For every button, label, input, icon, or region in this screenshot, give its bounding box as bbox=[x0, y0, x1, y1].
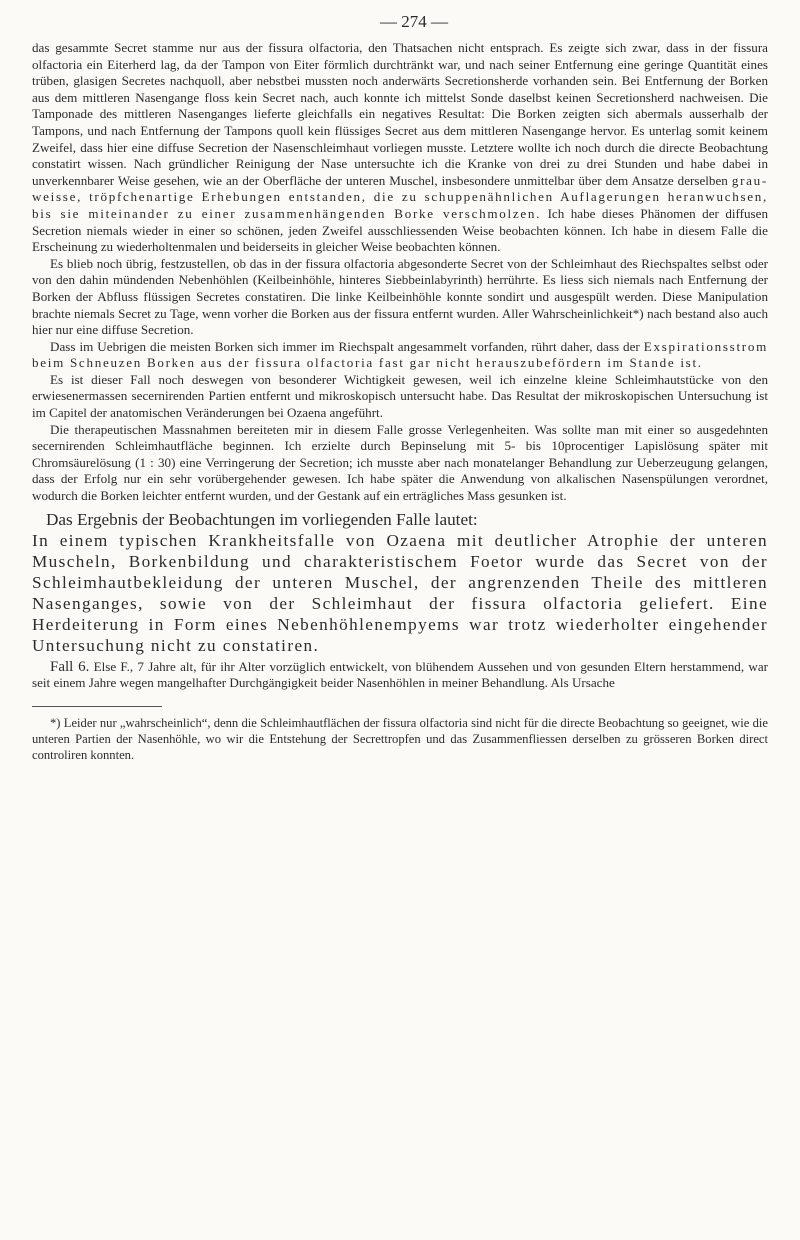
paragraph-3-spaced-text: Exspirationsstrom beim Schneuzen Borken aus der fissura olfactoria fast gar nicht herauszubefördern im Stande ist. bbox=[32, 338, 768, 371]
conclusion-text: In einem typischen Krankheitsfalle von Ozaena mit deutlicher Atrophie der unteren Muscheln, Borkenbildung und charakteristischem Foetor wurde das Secret von der Schleimhautbekleidung der unteren Muschel, der angrenzenden Theile des mittleren Nasenganges, sowie von der Schleimhaut der fissura olfactoria geliefert. Eine Herdeiterung in Form eines Nebenhöhlenempyems war trotz wiederholter eingehender Untersuchung nicht zu constatiren. bbox=[32, 530, 768, 655]
paragraph-1 bbox=[32, 40, 768, 256]
case-text: Else F., 7 Jahre alt, für ihr Alter vorzüglich entwickelt, von blühendem Aussehen und von gesunden Eltern herstammend, war seit einem Jahre wegen mangelhafter Durchgängigkeit beider Nasenhöhlen in meiner Behandlung. Als Ursache bbox=[32, 658, 768, 691]
footnote bbox=[32, 715, 768, 763]
case-paragraph bbox=[32, 659, 768, 692]
case-label: Fall 6. bbox=[50, 658, 90, 675]
paragraph-5: Die therapeutischen Massnahmen bereiteten mir in diesem Falle grosse Verlegenheiten. Was sollte man mit einer so ausgedehnten secernirenden Schleimhautfläche beginnen. Ich erzielte durch Bepinselung mit 5- bis 10procentiger Lapislösung später mit Chromsäurelösung (1 : 30) eine Verringerung der Secretion; ich musste aber nach monatelanger Behandlung zur Ueberzeugung gelangen, dass der Erfolg nur ein sehr vorübergehender gewesen. Ich habe später die Anwendung von alkalischen Nasenspülungen verordnet, wodurch die Borken leichter entfernt wurden, und der Gestank auf ein erträgliches Mass gesunken ist. bbox=[32, 421, 768, 504]
paragraph-2: Es blieb noch übrig, festzustellen, ob das in der fissura olfactoria abgesonderte Secret von der Schleimhaut des Riechspaltes selbst oder von den dahin mündenden Nebenhöhlen (Keilbeinhöhle, hinteres Siebbeinlabyrinth) herrührte. Es liess sich niemals nach Entfernung der Borken der Abfluss flüssigen Secretes constatiren. Die linke Keilbeinhöhle konnte sondirt und ausgespült werden. Diese Manipulation brachte niemals Secret zu Tage, wenn vorher die Borken aus der fissura entfernt wurden. Aller Wahrscheinlichkeit*) nach bestand also auch hier nur eine diffuse Secretion. bbox=[32, 255, 768, 338]
paragraph-3 bbox=[32, 339, 768, 372]
footnote-divider bbox=[32, 706, 162, 707]
paragraph-1-text: das gesammte Secret stamme nur aus der fissura olfactoria, den Thatsachen nicht entsprach. Es zeigte sich zwar, dass in der fissura olfactoria ein Eiterherd lag, da der Tampon von Eiter förmlich durchtränkt war, und nach seiner Entfernung eine geringe Quantität eines trüben, glasigen Secretes nachquoll, aber nebstbei mussten noch anderwärts Secretionsherde vorhanden sein. Bei Entfernung der Borken aus dem mittleren Nasengange floss kein Secret nach, auch konnte ich mittelst Sonde daselbst keinen Secretionsherd nachweisen. Die Tamponade des mittleren Nasenganges lieferte gleichfalls ein negatives Resultat: Die Borken zeigten sich abermals ausserhalb der Tampons, und nach Entfernung der Tampons quoll kein flüssiges Secret aus dem mittleren Nasengange hervor. Es unterlag somit keinem Zweifel, dass hier eine diffuse Secretion der Nasenschleimhaut vorliegen musste. Letztere wollte ich noch durch die directe Beobachtung constatirt wissen. Nach gründlicher Reinigung der Nase untersuchte ich die Kranke von drei zu drei Stunden und habe dabei in unverkennbarer Weise gesehen, wie an der Oberfläche der unteren Muschel, insbesondere unmittelbar über dem Ansatze derselben bbox=[32, 40, 768, 188]
conclusion-heading: Das Ergebnis der Beobachtungen im vorliegenden Falle lautet: bbox=[46, 509, 478, 529]
page-number: — 274 — bbox=[380, 12, 448, 31]
paragraph-4: Es ist dieser Fall noch deswegen von besonderer Wichtigkeit gewesen, weil ich einzelne kleine Schleimhautstücke von den erwiesenermassen secernirenden Partien entfernt und mikroskopisch untersucht habe. Das Resultat der mikroskopischen Untersuchung ist im Capitel der anatomischen Veränderungen bei Ozaena angeführt. bbox=[32, 371, 768, 421]
paragraph-1-text-end: Ich habe dieses Phänomen der diffusen Secretion niemals wieder in einer so schönen, jeden Zweifel ausschliessenden Weise beobachten können. Ich habe in diesem Falle die Erscheinung zu wiederholtenmalen und beiderseits in gleicher Weise beobachten können. bbox=[32, 205, 769, 255]
paragraph-1-spaced-text: grau-weisse, tröpfchenartige Erhebungen entstanden, die zu schuppenähnlichen Auflagerungen heranwuchsen, bis sie miteinander zu einer zusammenhängenden Borke verschmolzen. bbox=[32, 172, 768, 221]
footnote-text: *) Leider nur „wahrscheinlich“, denn die Schleimhautflächen der fissura olfactoria sind nicht für die directe Beobachtung so geeignet, wie die unteren Partien der Nasenhöhle, wo wir die Entstehung der Secrettropfen und das Zusammenfliessen derselben zu grösseren Borken direct controliren konnten. bbox=[32, 715, 768, 762]
paragraph-3-text: Dass im Uebrigen die meisten Borken sich immer im Riechspalt angesammelt vorfanden, rührt daher, dass der bbox=[50, 338, 640, 354]
book-page bbox=[32, 12, 768, 763]
